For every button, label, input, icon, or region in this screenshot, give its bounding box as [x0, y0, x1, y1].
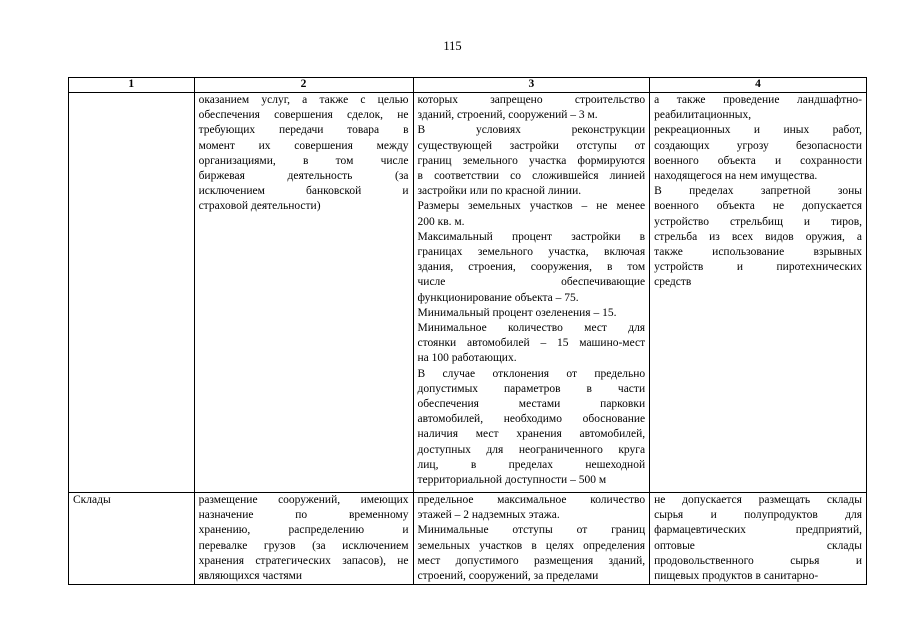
- table-cell-4: [650, 493, 867, 585]
- cell-line: Склады: [73, 494, 111, 506]
- cell-line: 200 кв. м.: [417, 215, 465, 228]
- table-cell-1: [69, 493, 195, 585]
- header-row: [69, 78, 867, 93]
- cell-line: хранению, распределению и: [198, 524, 409, 537]
- cell-line: допустимых параметров в части: [417, 382, 646, 395]
- cell-line: оптовые склады: [654, 539, 862, 552]
- cell-line: устройство стрельбищ и тиров,: [654, 215, 862, 228]
- table-cell-4: [650, 93, 867, 493]
- table-row: [69, 493, 867, 585]
- cell-line: существующей застройки отступы от: [417, 139, 646, 152]
- cell-line: требующих передачи товара в: [198, 124, 409, 137]
- cell-line: а также проведение ландшафтно-: [654, 94, 862, 106]
- header-col-1: 1: [69, 78, 195, 93]
- header-col-4: 4: [650, 78, 867, 93]
- cell-line: земельных участков в целях определения: [417, 539, 646, 552]
- table-cell-2: [194, 93, 413, 493]
- cell-line: обеспечения местами парковки: [417, 398, 646, 411]
- cell-line: которых запрещено строительство: [417, 94, 646, 106]
- cell-line: зданий, строений, сооружений – 3 м.: [417, 109, 598, 122]
- cell-line: военного объекта не допускается: [654, 200, 862, 213]
- cell-line: рекреационных и иных работ,: [654, 124, 862, 137]
- cell-line: границ земельного участка формируются: [417, 154, 646, 167]
- cell-line: Размеры земельных участков – не менее: [417, 200, 646, 213]
- table-cell-3: [413, 93, 650, 493]
- table-cell-2: [194, 493, 413, 585]
- table-cell-3: [413, 493, 650, 585]
- cell-line: фармацевтических предприятий,: [654, 524, 862, 537]
- table-row: [69, 93, 867, 493]
- regulations-table: [68, 77, 867, 585]
- cell-line: исключением банковской и: [198, 185, 409, 198]
- cell-line: границах земельного участка, включая: [417, 246, 646, 259]
- cell-line: В случае отклонения от предельно: [417, 367, 646, 380]
- cell-line: момент их совершения между: [198, 139, 409, 152]
- cell-line: Минимальный процент озеленения – 15.: [417, 306, 617, 319]
- cell-line: назначение по временному: [198, 509, 409, 522]
- header-col-3: 3: [413, 78, 650, 93]
- cell-line: В пределах запретной зоны: [654, 185, 862, 198]
- cell-line: биржевая деятельность (за: [198, 170, 409, 183]
- cell-line: перевалке грузов (за исключением: [198, 539, 409, 552]
- cell-line: стоянки автомобилей – 15 машино-мест: [417, 337, 646, 350]
- cell-line: являющихся частями: [198, 570, 303, 583]
- page-number: 115: [443, 39, 462, 53]
- cell-line: военного объекта и сохранности: [654, 154, 862, 167]
- cell-line: Минимальные отступы от границ: [417, 524, 646, 537]
- cell-line: средств: [654, 276, 692, 289]
- cell-line: не допускается размещать склады: [654, 494, 862, 506]
- cell-line: мест допустимого размещения зданий,: [417, 554, 646, 567]
- cell-line: на 100 работающих.: [417, 352, 517, 365]
- cell-line: реабилитационных,: [654, 109, 752, 122]
- cell-line: Минимальное количество мест для: [417, 322, 646, 335]
- cell-line: страховой деятельности): [198, 200, 321, 213]
- cell-line: создающих угрозу безопасности: [654, 139, 862, 152]
- cell-line: доступных для неограниченного круга: [417, 443, 646, 456]
- cell-line: предельное максимальное количество: [417, 494, 646, 506]
- cell-line: наличия мест хранения автомобилей,: [417, 428, 646, 441]
- cell-line: обеспечения совершения сделок, не: [198, 109, 409, 122]
- cell-line: организациями, в том числе: [198, 154, 409, 167]
- cell-line: размещение сооружений, имеющих: [198, 494, 409, 506]
- cell-line: устройств и пиротехнических: [654, 261, 862, 274]
- cell-line: здания, строения, сооружения, в том: [417, 261, 646, 274]
- cell-line: В условиях реконструкции: [417, 124, 646, 137]
- cell-line: пищевых продуктов в санитарно-: [654, 570, 819, 583]
- cell-line: строений, сооружений, за пределами: [417, 570, 599, 583]
- cell-line: этажей – 2 надземных этажа.: [417, 509, 560, 522]
- cell-line: территориальной доступности – 500 м: [417, 474, 607, 487]
- cell-line: сырья и полупродуктов для: [654, 509, 862, 522]
- cell-line: оказанием услуг, а также с целью: [198, 94, 409, 106]
- cell-line: хранения стратегических запасов), не: [198, 554, 409, 567]
- cell-line: также использование взрывных: [654, 246, 862, 259]
- cell-line: Максимальный процент застройки в: [417, 230, 646, 243]
- cell-line: находящегося на нем имущества.: [654, 170, 818, 183]
- cell-line: числе обеспечивающие: [417, 276, 646, 289]
- cell-line: стрельба из всех видов оружия, а: [654, 230, 862, 243]
- cell-line: автомобилей, необходимо обоснование: [417, 413, 646, 426]
- cell-line: в соответствии со сложившейся линией: [417, 170, 646, 183]
- table-cell-1: [69, 93, 195, 493]
- cell-line: продовольственного сырья и: [654, 554, 862, 567]
- header-col-2: 2: [194, 78, 413, 93]
- cell-line: лиц, в пределах нешеходной: [417, 458, 646, 471]
- cell-line: функционирование объекта – 75.: [417, 291, 579, 304]
- cell-line: застройки или по красной линии.: [417, 185, 582, 198]
